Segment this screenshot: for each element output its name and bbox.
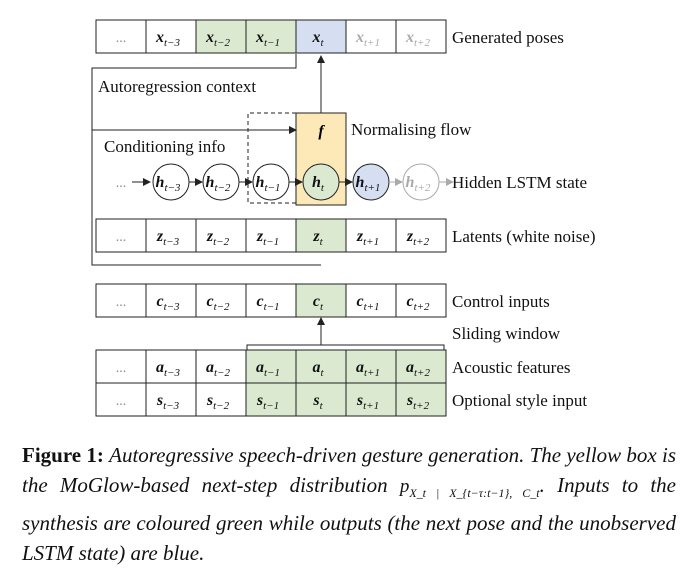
row-latents xyxy=(96,219,596,252)
caption-text-1: Autoregressive speech-driven gesture generation. The yellow box is the MoGlow-based next-step distribution xyxy=(22,443,677,497)
cell-label-x-4: $x_{t+1}$ xyxy=(356,29,380,49)
row-label-acoustic: Acoustic features xyxy=(452,358,571,377)
cell-label-s-1: $s_{t-2}$ xyxy=(206,392,230,412)
cell-label-c-5: $c_{t+2}$ xyxy=(406,293,430,313)
cell-label-c-4: $c_{t+1}$ xyxy=(356,293,380,313)
cell-label-x-2: $x_{t-1}$ xyxy=(256,29,280,49)
cell-label-z-5: $z_{t+2}$ xyxy=(406,228,430,248)
row-label-hidden: Hidden LSTM state xyxy=(452,173,588,192)
row-poses xyxy=(96,20,564,53)
hidden-states-group xyxy=(116,164,587,200)
ellipsis: ... xyxy=(115,295,127,310)
cell-label-c-1: $c_{t-2}$ xyxy=(206,293,230,313)
cell-label-s-5: $s_{t+2}$ xyxy=(406,392,430,412)
cell-label-x-3: $x_t$ xyxy=(312,29,324,49)
cell-label-x-0: $x_{t-3}$ xyxy=(156,29,180,49)
cell-label-a-3: $a_t$ xyxy=(312,359,324,379)
figure-caption xyxy=(22,440,676,568)
ellipsis: ... xyxy=(115,394,127,409)
cell-label-s-2: $s_{t-1}$ xyxy=(256,392,280,412)
cell-label-x-5: $x_{t+2}$ xyxy=(406,29,430,49)
hidden-state-label-3: $h_t$ xyxy=(312,174,324,194)
cell-label-c-3: $c_t$ xyxy=(312,293,324,313)
ellipsis: ... xyxy=(115,31,127,46)
formula-sub: X_t | X_{t−τ:t−1}, C_t xyxy=(409,485,540,500)
cell-label-a-0: $a_{t-3}$ xyxy=(156,359,180,379)
hidden-state-label-0: $h_{t-3}$ xyxy=(155,174,181,194)
row-label-latents: Latents (white noise) xyxy=(452,227,596,246)
conditioning-info-label: Conditioning info xyxy=(104,137,226,156)
row-label-control: Control inputs xyxy=(452,292,550,311)
row-label-style: Optional style input xyxy=(452,391,588,410)
caption-prefix: Figure 1: xyxy=(22,443,104,467)
cell-label-z-3: $z_t$ xyxy=(313,228,323,248)
cell-label-a-4: $a_{t+1}$ xyxy=(356,359,380,379)
cell-label-z-0: $z_{t-3}$ xyxy=(156,228,180,248)
cell-label-c-0: $c_{t-3}$ xyxy=(156,293,180,313)
ellipsis: ... xyxy=(115,361,127,376)
hidden-state-label-2: $h_{t-1}$ xyxy=(255,174,281,194)
cell-label-z-2: $z_{t-1}$ xyxy=(256,228,280,248)
cell-label-z-1: $z_{t-2}$ xyxy=(206,228,230,248)
ellipsis: ... xyxy=(115,230,127,245)
cell-label-z-4: $z_{t+1}$ xyxy=(356,228,380,248)
row-acoustic xyxy=(96,350,570,383)
formula-base: p xyxy=(399,476,410,497)
cell-label-a-1: $a_{t-2}$ xyxy=(206,359,230,379)
hidden-state-label-1: $h_{t-2}$ xyxy=(205,174,231,194)
hidden-state-label-5: $h_{t+2}$ xyxy=(405,174,431,194)
hidden-ellipsis: ... xyxy=(115,176,127,191)
hidden-state-label-4: $h_{t+1}$ xyxy=(355,174,381,194)
cell-label-s-0: $s_{t-3}$ xyxy=(156,392,180,412)
sliding-window-label: Sliding window xyxy=(452,324,561,343)
cell-label-s-3: $s_t$ xyxy=(313,392,323,412)
caption-text-2: . Inputs to the synthesis are coloured green while outputs (the next pose and the unobserved LSTM state) are blue. xyxy=(22,473,676,565)
cell-label-x-1: $x_{t-2}$ xyxy=(206,29,230,49)
caption-formula xyxy=(399,476,540,500)
cell-label-s-4: $s_{t+1}$ xyxy=(356,392,380,412)
row-label-poses: Generated poses xyxy=(452,28,564,47)
row-style xyxy=(96,383,587,416)
flow-symbol: f xyxy=(318,123,324,140)
normalising-flow-label: Normalising flow xyxy=(351,120,472,139)
cell-label-a-5: $a_{t+2}$ xyxy=(406,359,430,379)
cell-label-a-2: $a_{t-1}$ xyxy=(256,359,280,379)
autoregression-context-label: Autoregression context xyxy=(98,77,257,96)
cell-label-c-2: $c_{t-1}$ xyxy=(256,293,280,313)
row-control xyxy=(96,284,550,317)
